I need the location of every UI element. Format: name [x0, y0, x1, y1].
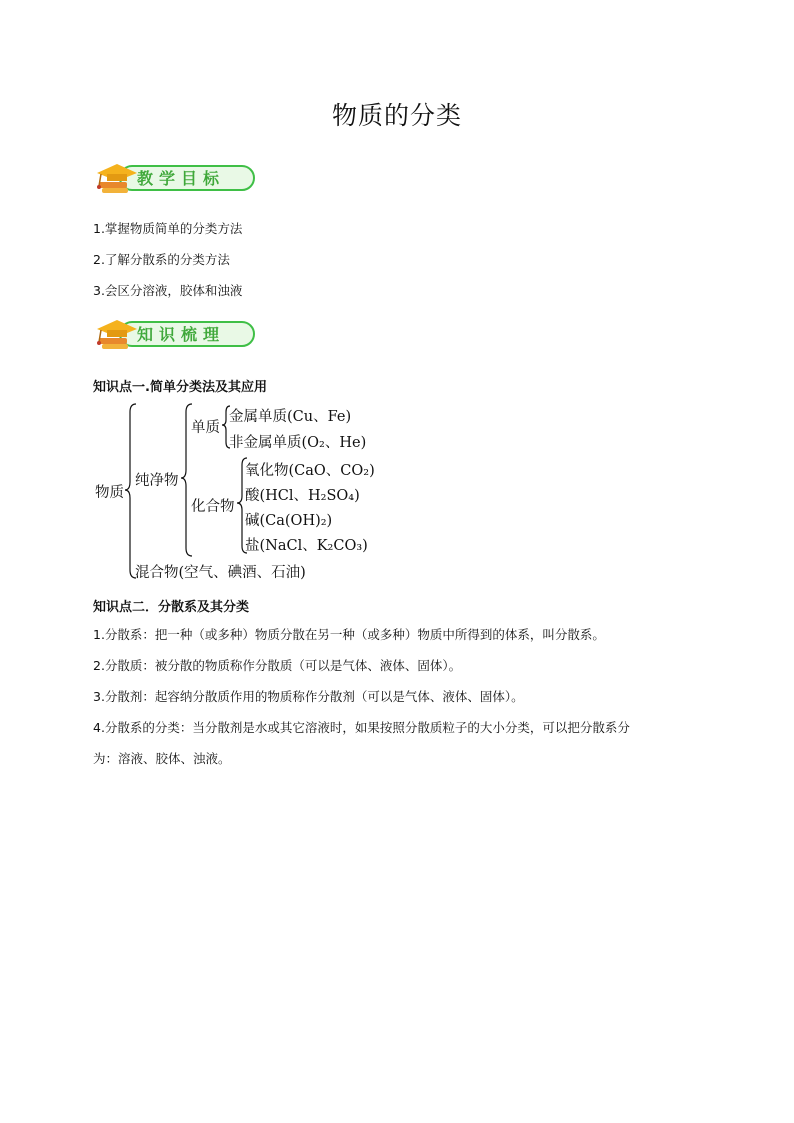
- kp2-line: 2.分散质：被分散的物质称作分散质（可以是气体、液体、固体）。: [93, 658, 462, 673]
- banner-text: 知识梳理: [137, 325, 226, 344]
- objective-item: 3.会区分溶液，胶体和浊液: [93, 283, 243, 298]
- page-title: 物质的分类: [331, 101, 462, 130]
- tree-pure: 纯净物: [135, 473, 179, 489]
- kp2-line: 4.分散系的分类：当分散剂是水或其它溶液时，如果按照分散质粒子的大小分类，可以把分散系分: [93, 720, 630, 735]
- tree-mixture: 混合物(空气、碘酒、石油): [135, 565, 306, 581]
- tree-salt: 盐(NaCl、K₂CO₃): [245, 538, 368, 554]
- kp2-title: 知识点二．分散系及其分类: [93, 600, 250, 615]
- objective-item: 1.掌握物质简单的分类方法: [93, 221, 243, 236]
- kp1-title: 知识点一.简单分类法及其应用: [93, 380, 267, 395]
- tree-element: 单质: [191, 420, 220, 436]
- banner-text: 教学目标: [137, 169, 226, 188]
- tree-compound: 化合物: [191, 499, 235, 515]
- kp2-line: 1.分散系：把一种（或多种）物质分散在另一种（或多种）物质中所得到的体系，叫分散系。: [93, 627, 605, 642]
- kp2-line: 为：溶液、胶体、浊液。: [93, 751, 231, 766]
- kp2-line: 3.分散剂：起容纳分散质作用的物质称作分散剂（可以是气体、液体、固体）。: [93, 689, 524, 704]
- tree-metal: 金属单质(Cu、Fe): [229, 409, 352, 425]
- tree-oxide: 氧化物(CaO、CO₂): [245, 463, 375, 479]
- objective-item: 2.了解分散系的分类方法: [93, 252, 230, 267]
- tree-base: 碱(Ca(OH)₂): [245, 513, 333, 529]
- tree-nonmetal: 非金属单质(O₂、He): [229, 435, 367, 451]
- tree-acid: 酸(HCl、H₂SO₄): [245, 488, 360, 504]
- tree-root: 物质: [95, 485, 124, 501]
